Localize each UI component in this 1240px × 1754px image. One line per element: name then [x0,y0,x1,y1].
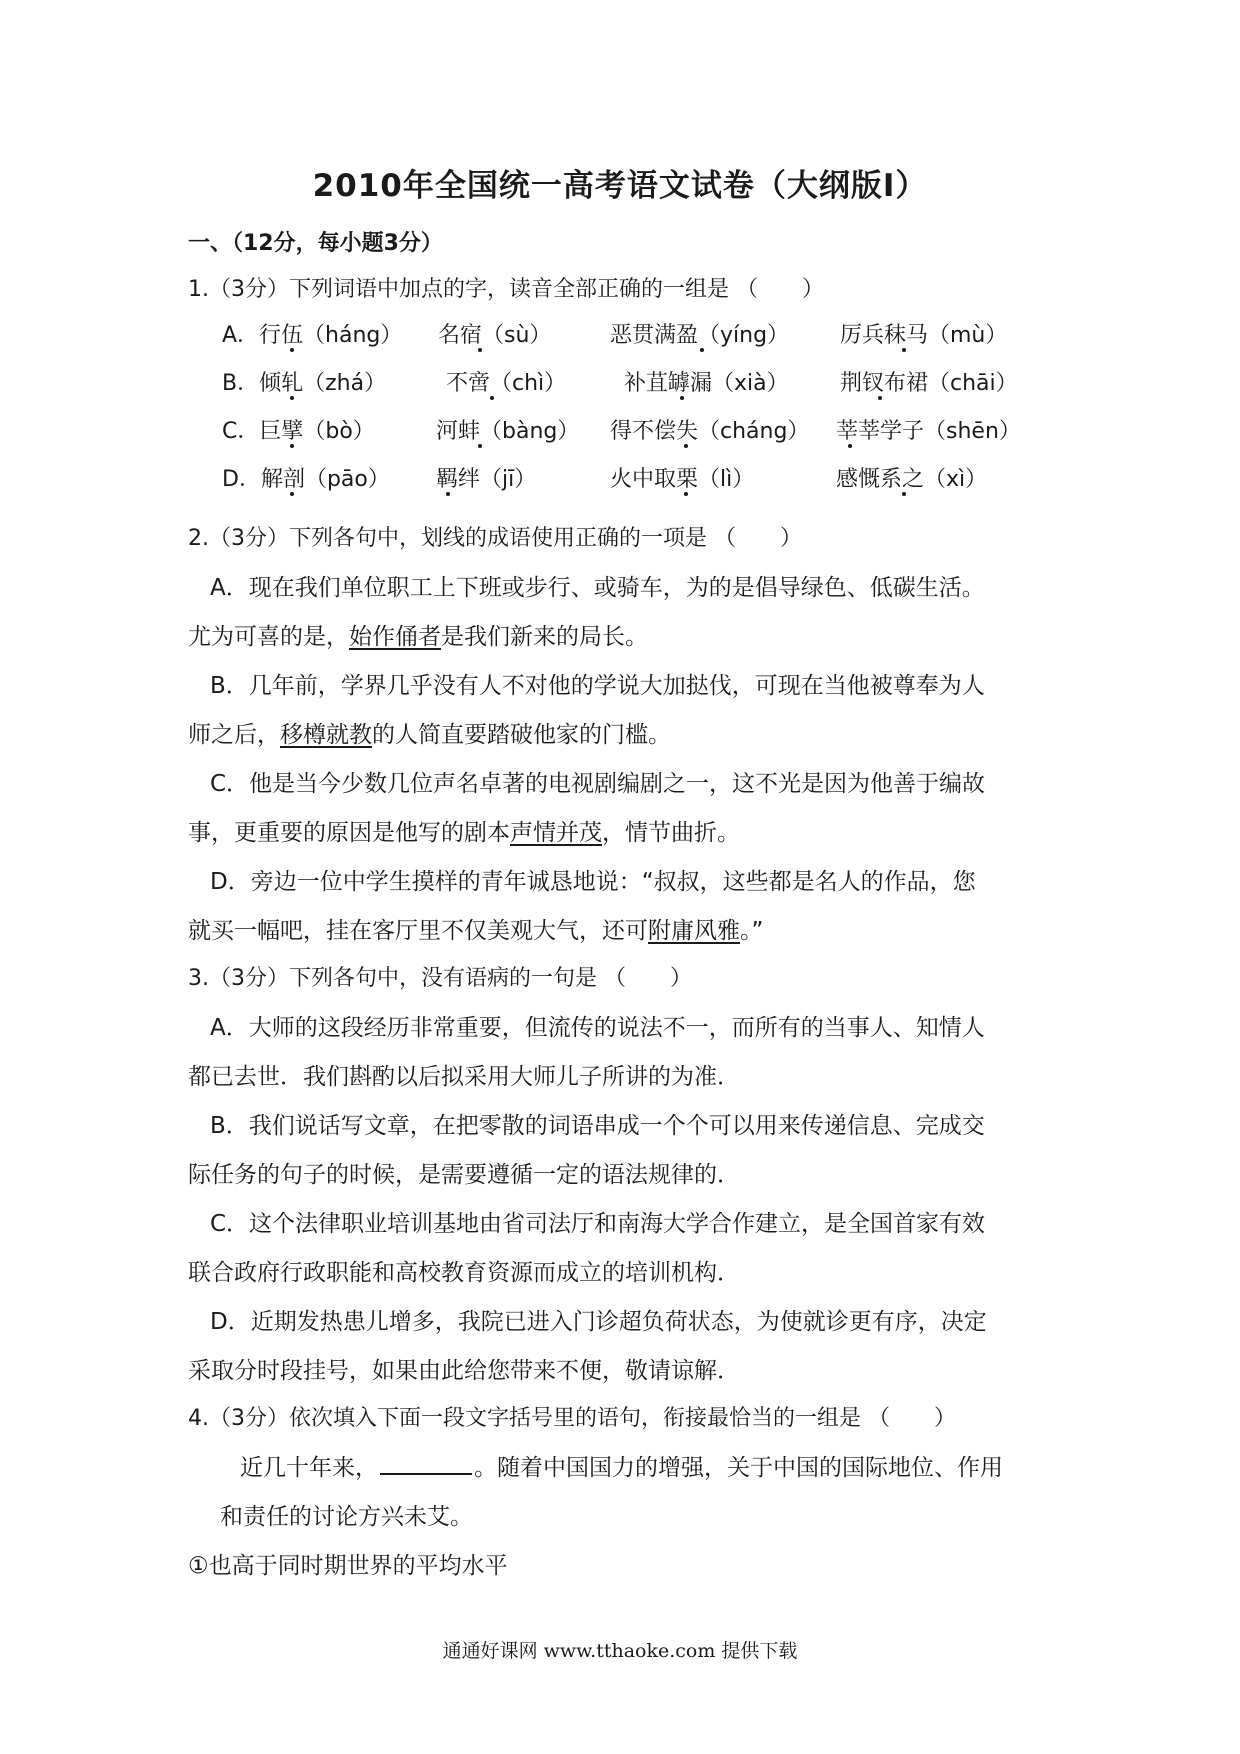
emphasis-dot [700,348,704,352]
q4-passage-line2: 和责任的讨论方兴未艾。 [220,1504,473,1530]
q3-option-a-line2: 都已去世．我们斟酌以后拟采用大师儿子所讲的为准． [188,1064,740,1090]
q2-option-b-line2: 师之后，移樽就教的人简直要踏破他家的门槛。 [188,722,671,748]
q2-option-b-line1: B．几年前，学界几乎没有人不对他的学说大加挞伐，可现在当他被尊奉为人 [210,673,985,699]
underlined-idiom: 声情并茂 [510,820,602,846]
q2-option-c-line1: C．他是当今少数几位声名卓著的电视剧编剧之一，这不光是因为他善于编故 [210,771,986,797]
fill-in-blank [380,1453,472,1475]
q3-option-c-line1: C．这个法律职业培训基地由省司法厅和南海大学合作建立，是全国首家有效 [210,1211,986,1237]
emphasis-dot [490,396,494,400]
emphasis-dot [680,396,684,400]
q1-option-c-4: 莘莘学子（shēn） [836,419,1021,444]
q1-option-b-1: B．倾轧（zhá） [222,371,387,396]
emphasis-dot [684,492,688,496]
q1-option-c-3: 得不偿失（cháng） [610,419,810,444]
emphasis-dot [878,396,882,400]
question-2-stem: 2.（3分）下列各句中，划线的成语使用正确的一项是 （ ） [188,526,802,551]
q1-option-c-2: 河蚌（bàng） [436,419,580,444]
emphasis-dot [290,444,294,448]
q2-option-a-line1: A．现在我们单位职工上下班或步行、或骑车，为的是倡导绿色、低碳生活。 [210,575,985,601]
emphasis-dot [290,348,294,352]
question-1-stem: 1.（3分）下列词语中加点的字，读音全部正确的一组是 （ ） [188,277,824,302]
question-3-stem: 3.（3分）下列各句中，没有语病的一句是 （ ） [188,966,692,991]
page-title: 2010年全国统一高考语文试卷（大纲版Ⅰ） [312,168,928,204]
emphasis-dot [848,444,852,448]
q1-option-b-3: 补苴罅漏（xià） [624,371,789,396]
q1-option-d-1: D．解剖（pāo） [222,467,390,492]
q3-option-b-line2: 际任务的句子的时候，是需要遵循一定的语法规律的． [188,1162,740,1188]
question-4-stem: 4.（3分）依次填入下面一段文字括号里的语句，衔接最恰当的一组是 （ ） [188,1406,956,1431]
q3-option-b-line1: B．我们说话写文章，在把零散的词语串成一个个可以用来传递信息、完成交 [210,1113,985,1139]
q3-option-a-line1: A．大师的这段经历非常重要，但流传的说法不一，而所有的当事人、知情人 [210,1015,985,1041]
section-heading: 一、（12分，每小题3分） [188,231,443,256]
q1-option-d-4: 感慨系之（xì） [836,467,988,492]
q2-option-d-line1: D．旁边一位中学生摸样的青年诚恳地说：“叔叔，这些都是名人的作品，您 [210,869,976,895]
q1-option-d-2: 羁绊（jī） [436,467,537,492]
q1-option-a-1: A．行伍（háng） [222,323,403,348]
q2-option-c-line2: 事，更重要的原因是他写的剧本声情并茂，情节曲折。 [188,820,740,846]
q1-option-a-4: 厉兵秣马（mù） [840,323,1008,348]
q1-option-d-3: 火中取栗（lì） [610,467,755,492]
q3-option-c-line2: 联合政府行政职能和高校教育资源而成立的培训机构． [188,1260,740,1286]
page-footer: 通通好课网 www.tthaoke.com 提供下载 [442,1640,798,1662]
q1-option-b-2: 不啻（chì） [446,371,567,396]
q2-option-d-line2: 就买一幅吧，挂在客厅里不仅美观大气，还可附庸风雅。” [188,918,764,944]
emphasis-dot [478,444,482,448]
q1-option-a-2: 名宿（sù） [438,323,552,348]
q3-option-d-line2: 采取分时段挂号，如果由此给您带来不便，敬请谅解． [188,1358,740,1384]
q3-option-d-line1: D．近期发热患儿增多，我院已进入门诊超负荷状态，为使就诊更有序，决定 [210,1309,987,1335]
underlined-idiom: 附庸风雅 [648,918,740,944]
underlined-idiom: 始作俑者 [349,624,441,650]
underlined-idiom: 移樽就教 [280,722,372,748]
q4-passage-line1: 近几十年来， 。随着中国国力的增强，关于中国的国际地位、作用 [240,1455,1003,1481]
emphasis-dot [902,348,906,352]
emphasis-dot [290,492,294,496]
q1-option-b-4: 荆钗布裙（chāi） [840,371,1018,396]
emphasis-dot [290,396,294,400]
q1-option-c-1: C．巨擘（bò） [222,419,375,444]
q1-option-a-3: 恶贯满盈（yíng） [610,323,790,348]
q2-option-a-line2: 尤为可喜的是，始作俑者是我们新来的局长。 [188,624,648,650]
emphasis-dot [684,444,688,448]
emphasis-dot [902,492,906,496]
q4-item-1: ①也高于同时期世界的平均水平 [188,1553,508,1579]
emphasis-dot [478,348,482,352]
emphasis-dot [446,492,450,496]
